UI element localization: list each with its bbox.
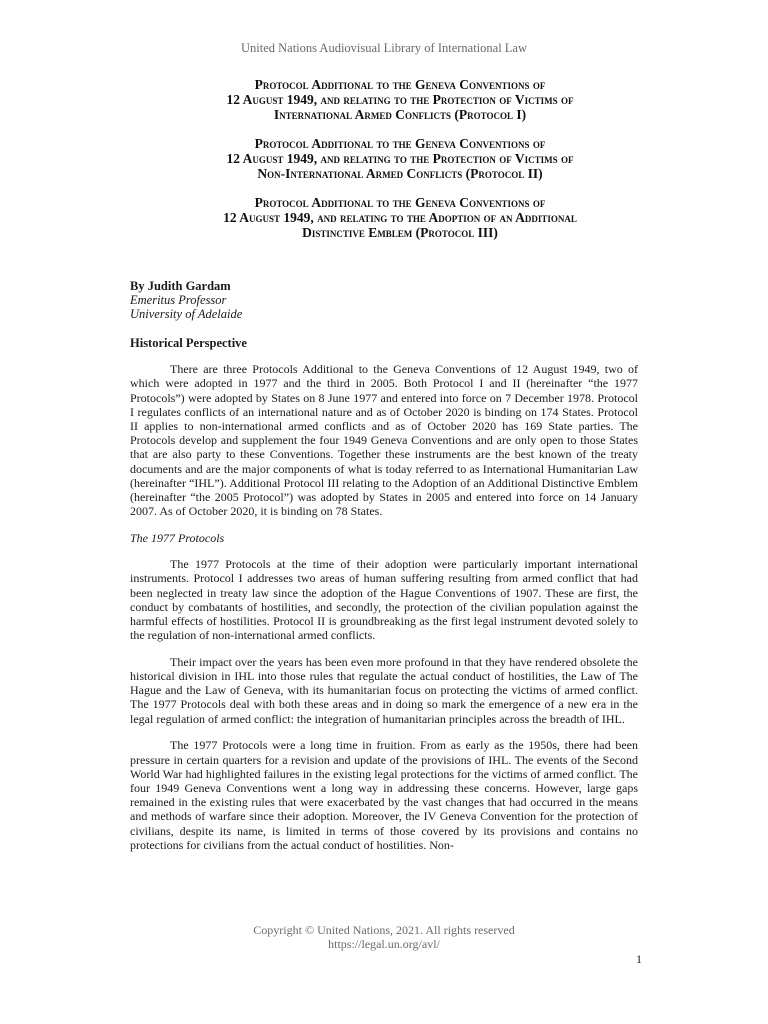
body-paragraph: There are three Protocols Additional to the Geneva Conventions of 12 August 1949, two of which were adopted in 1977 and the third in 2005. Both Protocol I and II (hereinafter “the 1977 Protocols”) were adopted by States on 8 June 1977 and entered into force on 7 December 1978. Protocol I regulates conflicts of an international nature and as of October 2020 is binding on 174 States. Protocol II applies to non-international armed conflicts and as of October 2020 has 169 State parties. The Protocols develop and supplement the four 1949 Geneva Conventions and are only open to those States that are also party to these Conventions. Together these instruments are the best known of the treaty documents and are the major components of what is today referred to as International Humanitarian Law (hereinafter “IHL”). Additional Protocol III relating to the Adoption of an Additional Distinctive Emblem (hereinafter “the 2005 Protocol”) was adopted by States in 2005 and entered into force on 14 January 2007. As of October 2020, it is binding on 78 States. — [130, 362, 638, 519]
body-paragraph: Their impact over the years has been even more profound in that they have rendered obsolete the historical division in IHL into those rules that regulate the actual conduct of hostilities, the Law of The Hague and the Law of Geneva, with its humanitarian focus on protecting the victims of armed conflict. The 1977 Protocols deal with both these areas and in doing so mark the emergence of a new era in the legal regulation of armed conflict: the integration of humanitarian principles across the breadth of IHL. — [130, 654, 638, 726]
footer-url[interactable]: https://legal.un.org/avl/ — [328, 937, 440, 951]
page-footer — [0, 923, 768, 951]
body-content — [130, 336, 638, 865]
page-number: 1 — [636, 952, 642, 966]
protocol-ii-title — [100, 136, 700, 181]
author-block — [130, 279, 242, 321]
title-line: Non-International Armed Conflicts (Protocol II) — [257, 166, 543, 181]
title-line: 12 August 1949, and relating to the Protection of Victims of — [226, 151, 574, 166]
copyright-notice: Copyright © United Nations, 2021. All rights reserved — [253, 923, 515, 937]
title-line: International Armed Conflicts (Protocol I) — [273, 107, 527, 122]
author-affiliation: University of Adelaide — [130, 307, 243, 321]
author-name: By Judith Gardam — [130, 279, 231, 293]
title-line: Protocol Additional to the Geneva Conventions of — [254, 195, 546, 210]
section-heading: Historical Perspective — [130, 336, 247, 350]
subsection-heading: The 1977 Protocols — [130, 530, 225, 545]
title-line: Protocol Additional to the Geneva Conventions of — [254, 77, 546, 92]
title-line: Distinctive Emblem (Protocol III) — [302, 225, 498, 240]
body-paragraph: The 1977 Protocols were a long time in fruition. From as early as the 1950s, there had been pressure in certain quarters for a revision and update of the provisions of IHL. The events of the Second World War had highlighted failures in the existing legal protections for the victims of armed conflict. The four 1949 Geneva Conventions went a long way in addressing these concerns. However, large gaps remained in the existing rules that were exacerbated by the vast changes that had occurred in the means and methods of warfare since their adoption. Moreover, the IV Geneva Convention for the protection of civilians, despite its name, is limited in terms of those covered by its provisions and contains no protections for civilians from the actual conduct of hostilities. Non- — [130, 738, 638, 852]
protocol-i-title — [100, 77, 700, 122]
body-paragraph: The 1977 Protocols at the time of their adoption were particularly important international instruments. Protocol I addresses two areas of human suffering resulting from armed conflict that had been neglected in treaty law since the adoption of the Hague Conventions of 1907. These are first, the conduct by combatants of hostilities, and secondly, the protection of the civilian population against the harmful effects of hostilities. Protocol II is groundbreaking as the first legal instrument devoted solely to the regulation of non-international armed conflicts. — [130, 557, 638, 643]
running-header: United Nations Audiovisual Library of International Law — [240, 41, 528, 55]
title-line: 12 August 1949, and relating to the Adoption of an Additional — [223, 210, 577, 225]
protocol-iii-title — [100, 195, 700, 240]
title-line: Protocol Additional to the Geneva Conventions of — [254, 136, 546, 151]
title-line: 12 August 1949, and relating to the Protection of Victims of — [226, 92, 574, 107]
title-group — [100, 77, 700, 254]
author-title: Emeritus Professor — [130, 293, 227, 307]
